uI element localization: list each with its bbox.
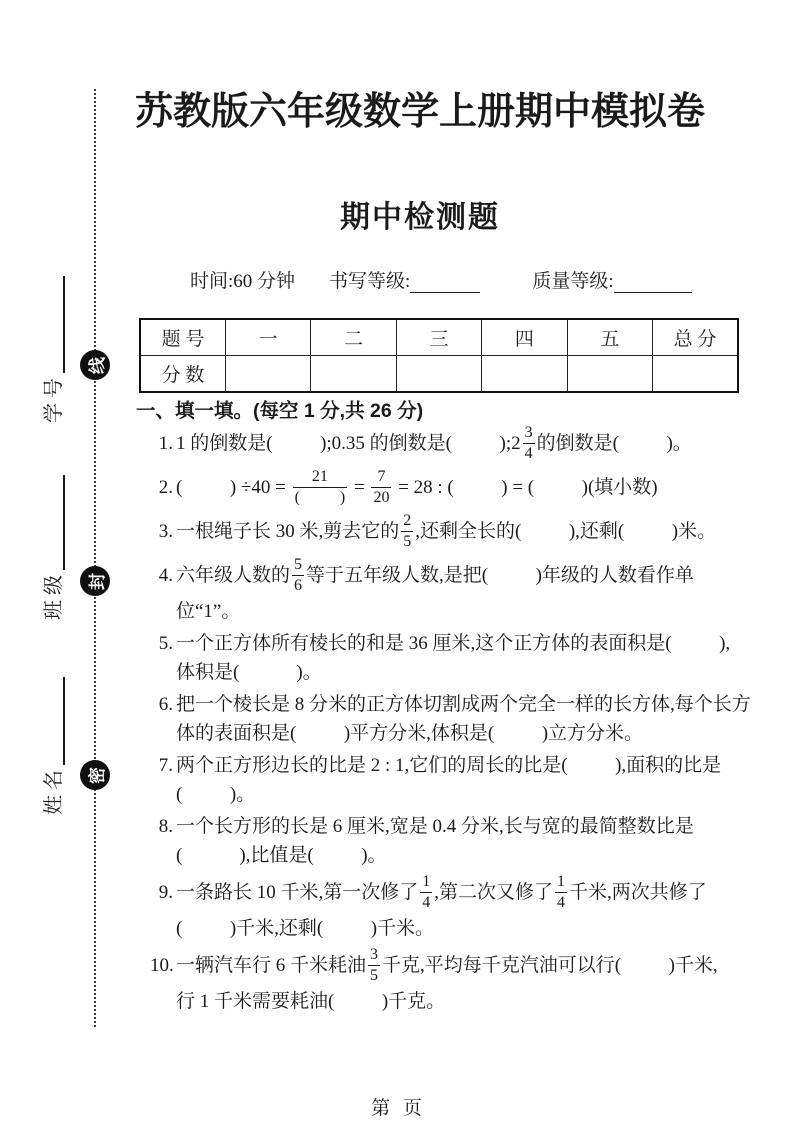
question-text: ,第二次又修了 xyxy=(434,881,554,903)
question-number: 5. xyxy=(158,633,173,654)
question-6 xyxy=(150,690,756,748)
section-title: 一、填一填。(每空 1 分,共 26 分) xyxy=(136,400,424,422)
question-8 xyxy=(150,812,756,870)
fraction: $\frac{3}{4}$ xyxy=(524,424,533,462)
question-9 xyxy=(150,873,756,943)
question-text: 六年级人数的 xyxy=(176,564,291,586)
fraction: $\frac{21}{( )}$ xyxy=(294,468,346,506)
score-cell xyxy=(396,356,481,393)
question-text: 一辆汽车行 6 千米耗油 xyxy=(176,954,367,976)
question-text: = xyxy=(349,476,370,498)
score-table-header-row xyxy=(140,319,738,356)
header-cell: 二 xyxy=(311,319,396,356)
question-number: 4. xyxy=(158,564,173,586)
fraction: $\frac{5}{6}$ xyxy=(294,556,303,594)
name-label: 姓名 xyxy=(43,765,65,815)
class-label: 班级 xyxy=(43,570,65,620)
question-text: 一个长方形的长是 6 厘米,宽是 0.4 分米,长与宽的最简整数比是 xyxy=(176,816,694,837)
page-number: 第 页 xyxy=(371,1098,422,1119)
question-text: 一个正方体所有棱长的和是 36 厘米,这个正方体的表面积是( ), xyxy=(176,633,731,654)
seal-dashed-line xyxy=(94,89,96,1027)
page-subtitle: 期中检测题 xyxy=(340,201,500,234)
question-text: 等于五年级人数,是把( )年级的人数看作单 xyxy=(306,564,694,586)
question-text: 体的表面积是( )平方分米,体积是( )立方分米。 xyxy=(176,723,644,744)
question-text: ( )千米,还剩( )千米。 xyxy=(176,918,435,939)
seal-stamp-seal xyxy=(80,566,110,596)
question-text: 体积是( )。 xyxy=(176,662,322,683)
question-text: 的倒数是( )。 xyxy=(536,432,692,454)
question-10 xyxy=(150,946,756,1016)
question-text: 把一个棱长是 8 分米的正方体切割成两个完全一样的长方体,每个长方 xyxy=(176,694,751,715)
page-title: 苏教版六年级数学上册期中模拟卷 xyxy=(134,91,705,133)
fraction: $\frac{3}{5}$ xyxy=(370,946,379,984)
score-table-score-row xyxy=(140,356,738,393)
question-text: ,还剩全长的( ),还剩( )米。 xyxy=(415,520,717,542)
time-label: 时间:60 分钟 xyxy=(190,271,296,292)
question-7 xyxy=(150,751,756,809)
question-number: 7. xyxy=(158,755,173,776)
fraction: $\frac{1}{4}$ xyxy=(422,873,431,911)
questions xyxy=(150,424,756,1019)
exam-info-row xyxy=(190,266,692,293)
question-text: 一条路长 10 千米,第一次修了 xyxy=(176,881,419,903)
question-text: 行 1 千米需要耗油( )千克。 xyxy=(176,991,446,1012)
question-number: 1. xyxy=(158,432,173,454)
seal-stamp-line xyxy=(80,350,110,380)
score-cell xyxy=(225,356,310,393)
fraction: $\frac{2}{5}$ xyxy=(403,512,412,550)
seal-fields xyxy=(43,270,65,815)
seal-stamp-secret xyxy=(80,760,110,790)
class-blank-line xyxy=(60,475,65,570)
student-id-blank-line xyxy=(60,276,65,373)
question-number: 6. xyxy=(158,694,173,715)
question-text: ( ) ÷40 = xyxy=(176,476,291,498)
header-cell: 题 号 xyxy=(140,319,225,356)
question-text: 千米,两次共修了 xyxy=(569,881,707,903)
question-number: 8. xyxy=(158,816,173,837)
score-row-label: 分 数 xyxy=(140,356,225,393)
score-table xyxy=(139,318,739,393)
fraction: $\frac{1}{4}$ xyxy=(557,873,566,911)
header-cell: 四 xyxy=(482,319,567,356)
seal-stamp-char: 封 xyxy=(87,572,107,590)
header-cell: 五 xyxy=(567,319,652,356)
fraction: $\frac{7}{20}$ xyxy=(373,468,390,506)
score-cell xyxy=(482,356,567,393)
question-number: 2. xyxy=(158,476,173,498)
question-text: ( ),比值是( )。 xyxy=(176,845,387,866)
question-1 xyxy=(150,424,756,465)
question-text: 一根绳子长 30 米,剪去它的 xyxy=(176,520,400,542)
question-number: 3. xyxy=(158,520,173,542)
name-blank-line xyxy=(60,677,65,765)
header-cell: 一 xyxy=(225,319,310,356)
question-text: 两个正方形边长的比是 2 : 1,它们的周长的比是( ),面积的比是 xyxy=(176,755,722,776)
question-text: 位“1”。 xyxy=(176,601,241,622)
question-5 xyxy=(150,629,756,687)
header-cell: 三 xyxy=(396,319,481,356)
question-2 xyxy=(150,468,756,509)
quality-grade-blank xyxy=(614,288,692,293)
question-3 xyxy=(150,512,756,553)
seal-stamp-char: 线 xyxy=(87,356,107,374)
quality-grade-label: 质量等级: xyxy=(532,271,614,292)
score-cell xyxy=(653,356,738,393)
question-text: 千克,平均每千克汽油可以行( )千米, xyxy=(382,954,718,976)
question-text: = 28 : ( ) = ( )(填小数) xyxy=(393,476,658,498)
writing-grade-label: 书写等级: xyxy=(329,271,411,292)
question-number: 9. xyxy=(158,881,173,903)
score-cell xyxy=(311,356,396,393)
question-text: 1 的倒数是( );0.35 的倒数是( );2 xyxy=(176,432,521,454)
student-id-label: 学号 xyxy=(43,373,65,423)
question-text: ( )。 xyxy=(176,784,256,805)
writing-grade-blank xyxy=(410,288,480,293)
question-number: 10. xyxy=(150,954,174,976)
question-4 xyxy=(150,556,756,626)
seal-stamp-char: 密 xyxy=(87,766,107,784)
score-cell xyxy=(567,356,652,393)
header-cell: 总 分 xyxy=(653,319,738,356)
